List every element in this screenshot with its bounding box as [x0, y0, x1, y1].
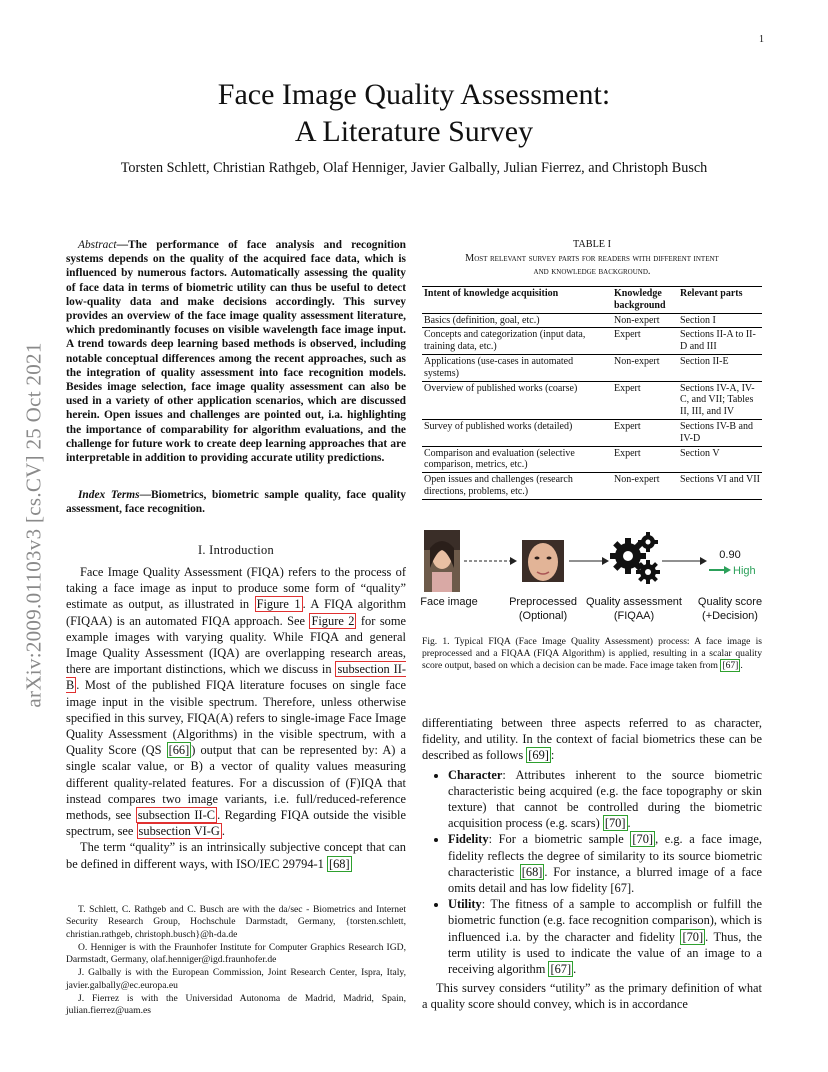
text-run: : Attributes inherent to the source biometric characteristic being acquired (e.g. the face topography or skin texture) that cannot be controlled during the biometric acquisition process (e.g. scars): [448, 767, 762, 831]
cell-parts[interactable]: Sections IV-A, IV-C, and VII; Tables II, III, and IV: [678, 381, 762, 419]
figure-1: [422, 528, 762, 628]
label-face-image: Face image: [420, 596, 478, 608]
face-image-photo: [424, 530, 460, 592]
table-caption: [422, 238, 762, 279]
page-number: 1: [759, 34, 764, 45]
text-run: , e.g. a face image, fidelity reflects the degree of similarity to its source biometric characteristic: [448, 832, 762, 879]
table-row: [422, 354, 762, 381]
text-run: Fig. 1. Typical FIQA (Face Image Quality Assessment) process: A face image is preprocessed and a FIQAA (FIQA Algorithm) is applied, resulting in a scalar quality score output, based on which a decision can be made. Face image taken from: [422, 636, 762, 672]
text-run: for some example images with varying quality. While FIQA and general Image Quality Assessment (IQA) are overlapping research areas, there are important distinctions, which we discuss in: [66, 613, 406, 677]
cell-parts[interactable]: Sections IV-B and IV-D: [678, 419, 762, 446]
link-figure-1[interactable]: Figure 1: [256, 597, 301, 612]
text-run: .: [573, 962, 577, 977]
list-item: [448, 831, 762, 896]
link-subsection-2b[interactable]: subsection II-B: [66, 662, 406, 693]
label-line: Quality score: [697, 596, 763, 608]
author-list: Torsten Schlett, Christian Rathgeb, Olaf Henniger, Javier Galbally, Julian Fierrez, and Christoph Busch: [120, 160, 708, 176]
title-line-2: A Literature Survey: [294, 115, 534, 148]
paragraph: This survey considers “utility” as the primary definition of what a quality score should convey, which is in accordance: [422, 981, 762, 1012]
table-label: TABLE I: [573, 239, 611, 250]
survey-parts-table: [422, 286, 762, 500]
cell-parts[interactable]: Section V: [678, 446, 762, 473]
arrowhead: [602, 557, 609, 565]
cell-background: Expert: [612, 446, 678, 473]
cell-intent: Comparison and evaluation (selective comparison, metrics, etc.): [422, 446, 612, 473]
intro-paragraph-1: [66, 564, 406, 839]
abstract-text: —The performance of face analysis and recognition systems depends on the quality of the acquired face data, which is influenced by numerous factors. Automatically assessing the quality of face data in terms of biometric utility can thus be useful to detect low-quality data and make decisions accordingly. This survey provides an overview of the face image quality assessment literature, which predominantly focuses on visible wavelength face image input. A trend towards deep learning based methods is observed, including notable conceptual differences among the recent approaches, such as the integration of quality assessment into face recognition models. Besides image selection, face image quality assessment can also be used in a variety of other application scenarios, which are discussed herein. Open issues and challenges are pointed out, i.a. highlighting the importance of comparability for algorithm evaluations, and the challenge for future work to create deep learning approaches that are interpretable in addition to providing accurate utility predictions.: [66, 239, 406, 465]
text-run: . A FIQA algorithm (FIQAA) is an automated FIQA approach. See: [66, 597, 406, 628]
author-footnotes: [66, 904, 406, 1019]
citation-68[interactable]: [68]: [328, 856, 350, 871]
table-caption-line-1: Most relevant survey parts for readers with different intent: [465, 252, 719, 264]
link-subsection-2c[interactable]: subsection II-C: [137, 808, 216, 823]
paper-title: [0, 76, 828, 150]
link-figure-2[interactable]: Figure 2: [311, 613, 355, 628]
cell-intent: Survey of published works (detailed): [422, 419, 612, 446]
label-line: (+Decision): [702, 610, 758, 622]
arrowhead: [700, 557, 707, 565]
table-header: Intent of knowledge acquisition: [422, 287, 612, 314]
arxiv-id: arXiv:2009.01103v3 [cs.CV] 25 Oct 2021: [21, 342, 46, 708]
label-line: Preprocessed: [509, 596, 577, 608]
score-arrowhead: [724, 566, 731, 574]
table-caption-line-2: and knowledge background.: [533, 266, 651, 277]
text-run: : For a biometric sample: [488, 832, 631, 847]
text-run: .: [740, 660, 743, 672]
text-run: : The fitness of a sample to accomplish or fulfill the biometric function (e.g. face recognition comparison), which is influenced i.a. by the character and fidelity: [448, 897, 762, 944]
label-line: Quality assessment: [586, 596, 682, 608]
cell-intent: Basics (definition, goal, etc.): [422, 313, 612, 328]
aspects-list: [422, 767, 762, 978]
citation-69[interactable]: [69]: [528, 748, 549, 763]
citation[interactable]: [67]: [550, 962, 572, 977]
preprocessed-face-photo: [522, 540, 564, 582]
table-row: [422, 473, 762, 500]
cell-background: Expert: [612, 419, 678, 446]
footnote: O. Henniger is with the Fraunhofer Institute for Computer Graphics Research IGD, Darmstadt, Germany, olaf.henniger@igd.fraunhofer.de: [66, 941, 406, 966]
footnote: J. Fierrez is with the Universidad Autonoma de Madrid, Madrid, Spain, julian.fierrez@uam.es: [66, 993, 406, 1017]
text-run: .: [221, 824, 225, 839]
table-row: [422, 328, 762, 355]
cell-parts[interactable]: Sections VI and VII: [678, 473, 762, 500]
link-subsection-6g[interactable]: subsection VI-G: [138, 824, 220, 839]
index-terms: [66, 488, 406, 516]
text-run: ) output that can be represented by: A) a single scalar value, or B) a vector of quality values measuring different quality-related features. For a discussion of (F)IQA that instead compares two image variants, i.e. full/reduced-reference methods, see: [66, 743, 406, 823]
citation[interactable]: [70]: [682, 929, 704, 944]
abstract: [66, 238, 406, 465]
intro-paragraph-2: [66, 839, 406, 871]
table-row: [422, 446, 762, 473]
index-terms-text: —Biometrics, biometric sample quality, face quality assessment, face recognition.: [66, 489, 406, 516]
right-column-body: [422, 715, 762, 1013]
label-line: (Optional): [518, 610, 568, 622]
text-run: differentiating between three aspects referred to as character, fidelity, and utility. In the context of facial biometrics these can be described as follows: [422, 716, 762, 763]
term: Character: [448, 767, 503, 782]
title-line-1: Face Image Quality Assessment:: [217, 78, 611, 111]
quality-level: High: [733, 565, 756, 577]
citation[interactable]: [70]: [604, 816, 626, 831]
table-row: [422, 313, 762, 328]
text-run: .: [627, 816, 631, 831]
list-item: [448, 896, 762, 977]
text-run: . Most of the published FIQA literature focuses on single face image input in the visible spectrum. Therefore, unless otherwise specified in this survey, FIQA(A) refers to single-image Face Image Quality Assessment (Algorithms) in the visible spectrum, with a Quality Score (QS: [66, 678, 406, 758]
index-terms-label: Index Terms: [78, 489, 140, 501]
text-run: The term “quality” is an intrinsically subjective concept that can be defined in different ways, with ISO/IEC 29794-1: [66, 840, 406, 871]
figure-1-caption: [422, 636, 762, 673]
citation-67[interactable]: [67]: [722, 660, 739, 672]
table-header: Knowledge background: [612, 287, 678, 314]
list-item: [448, 767, 762, 832]
label-preprocessed: [506, 595, 580, 623]
text-run: . For instance, a blurred image of a face omits detail and has low fidelity [67].: [448, 864, 762, 896]
label-quality-score: [690, 595, 770, 623]
arxiv-stamp: [14, 290, 54, 760]
cell-parts[interactable]: Sections II-A to II-D and III: [678, 328, 762, 355]
footnote: J. Galbally is with the European Commission, Joint Research Center, Ispra, Italy, javier.galbally@ec.europa.eu: [66, 967, 406, 991]
cell-parts[interactable]: Section II-E: [678, 354, 762, 381]
term: Utility: [448, 897, 482, 912]
cell-intent: Overview of published works (coarse): [422, 381, 612, 419]
table-row: [422, 419, 762, 446]
introduction-body: [66, 564, 406, 872]
cell-background: Non-expert: [612, 313, 678, 328]
text-run: . Thus, the term utility is used to indicate the value of an image to a receiving algorithm: [448, 929, 762, 977]
citation[interactable]: [70]: [632, 832, 654, 847]
text-run: . Regarding FIQA outside the visible spectrum, see: [66, 808, 406, 839]
paragraph: [422, 715, 762, 764]
citation[interactable]: [68]: [521, 864, 543, 879]
table-row: [422, 381, 762, 419]
term: Fidelity: [448, 832, 489, 847]
gears-icon: [610, 532, 665, 589]
text-run: Face Image Quality Assessment (FIQA) refers to the process of taking a face image as input to produce some form of “quality” estimate as output, as illustrated in: [66, 565, 406, 612]
cell-background: Expert: [612, 381, 678, 419]
table-header-row: [422, 287, 762, 314]
table-header: Relevant parts: [678, 287, 762, 314]
abstract-label: Abstract: [78, 239, 117, 251]
citation-66[interactable]: [66]: [168, 743, 190, 758]
text-run: :: [550, 748, 555, 763]
cell-parts[interactable]: Section I: [678, 313, 762, 328]
cell-intent: Concepts and categorization (input data, training data, etc.): [422, 328, 612, 355]
cell-background: Expert: [612, 328, 678, 355]
cell-background: Non-expert: [612, 473, 678, 500]
footnote: T. Schlett, C. Rathgeb and C. Busch are with the da/sec - Biometrics and Internet Security Research Group, Hochschule Darmstadt, Germany, {torsten.schlett, christian.rathgeb, christoph.busch}@h-da.de: [66, 904, 406, 940]
label-line: (FIQAA): [613, 610, 655, 622]
cell-intent: Open issues and challenges (research directions, problems, etc.): [422, 473, 612, 500]
cell-background: Non-expert: [612, 354, 678, 381]
cell-intent: Applications (use-cases in automated systems): [422, 354, 612, 381]
quality-score-value: 0.90: [719, 549, 741, 561]
label-quality-assessment: [582, 595, 686, 623]
arrowhead: [510, 557, 517, 565]
section-heading-introduction: I. Introduction: [197, 543, 275, 557]
